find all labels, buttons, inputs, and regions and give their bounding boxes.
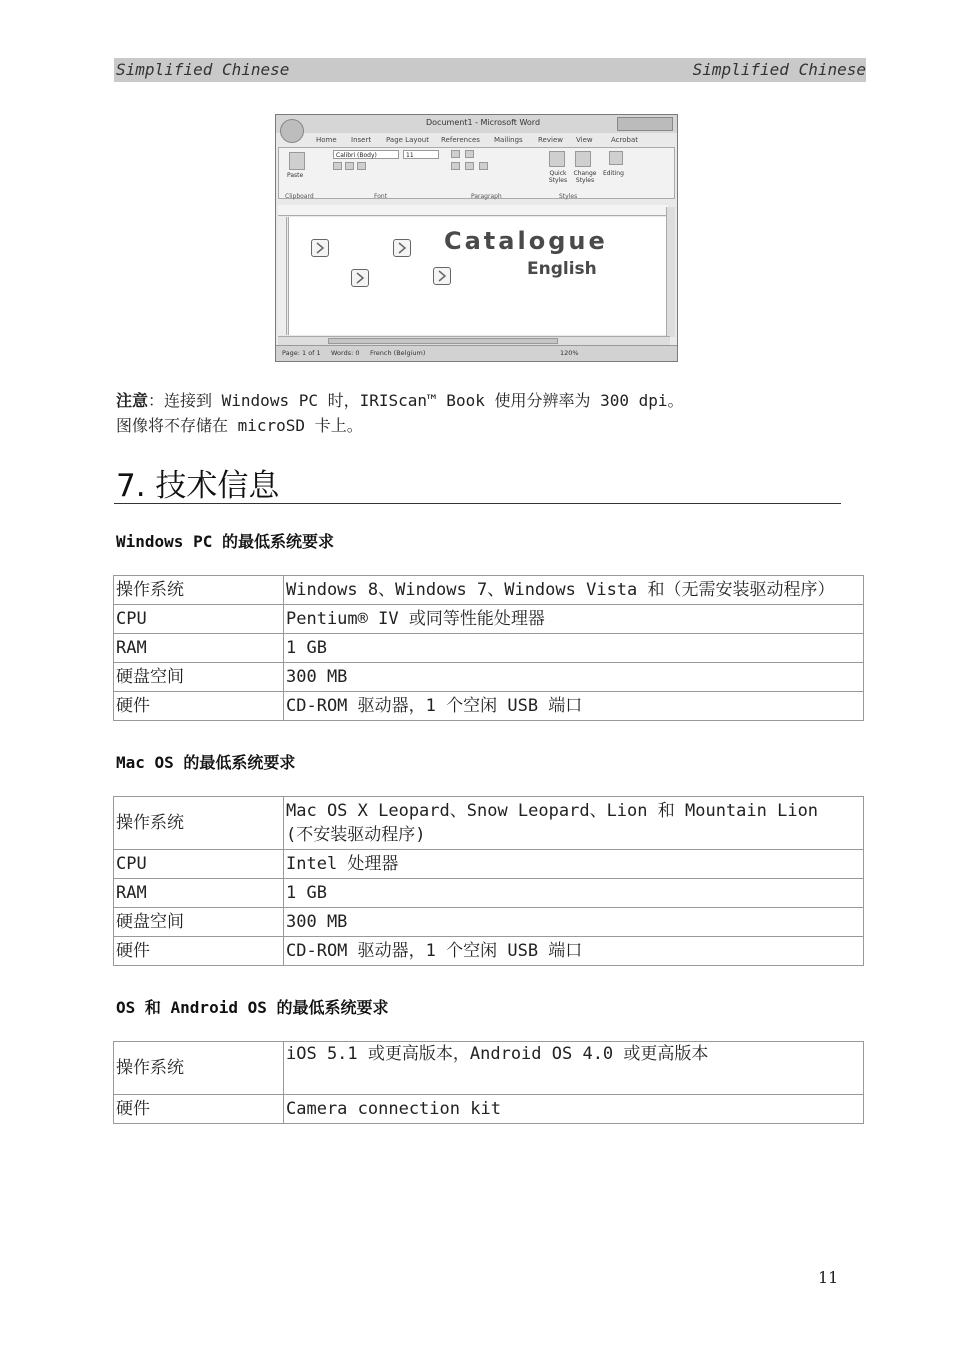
tab-mailings: Mailings — [494, 136, 523, 144]
header-left: Simplified Chinese — [116, 60, 290, 79]
row-value: iOS 5.1 或更高版本，Android OS 4.0 或更高版本 — [284, 1042, 864, 1095]
change-styles-label: Change Styles — [573, 170, 597, 184]
align-left-icon — [451, 162, 460, 170]
chevron-right-icon — [351, 269, 369, 287]
row-value — [284, 797, 864, 850]
bullets-icon — [451, 150, 460, 158]
row-key: 硬件 — [114, 1095, 284, 1124]
row-key: CPU — [114, 850, 284, 879]
table-row — [114, 576, 864, 605]
tab-view: View — [576, 136, 593, 144]
tab-home: Home — [316, 136, 337, 144]
editing-label: Editing — [603, 170, 624, 177]
change-styles-icon — [575, 151, 591, 167]
mac-heading: Mac OS 的最低系统要求 — [116, 753, 296, 772]
row-value: CD-ROM 驱动器，1 个空闲 USB 端口 — [284, 937, 864, 966]
table-row — [114, 937, 864, 966]
horizontal-scrollbar — [278, 336, 670, 345]
group-paragraph: Paragraph — [471, 193, 502, 200]
row-value: Windows 8、Windows 7、Windows Vista 和（无需安装驱动程序） — [284, 576, 864, 605]
row-key: 操作系统 — [114, 797, 284, 850]
tab-references: References — [441, 136, 480, 144]
table-row — [114, 605, 864, 634]
ribbon-tabs — [276, 135, 677, 147]
section-divider — [114, 503, 841, 504]
table-row — [114, 692, 864, 721]
ribbon — [278, 147, 675, 199]
document-subtitle: English — [527, 259, 597, 279]
note-label: 注意 — [116, 391, 149, 410]
status-page: Page: 1 of 1 — [282, 349, 321, 357]
table-row — [114, 1042, 864, 1095]
window-controls — [617, 117, 673, 131]
group-font: Font — [374, 193, 388, 200]
underline-icon — [357, 162, 366, 170]
row-value: CD-ROM 驱动器，1 个空闲 USB 端口 — [284, 692, 864, 721]
scroll-thumb — [328, 338, 558, 344]
italic-icon — [345, 162, 354, 170]
chevron-right-icon — [393, 239, 411, 257]
table-row — [114, 634, 864, 663]
tab-review: Review — [538, 136, 563, 144]
status-language: French (Belgium) — [370, 349, 426, 357]
row-key: 硬盘空间 — [114, 663, 284, 692]
window-title-bar — [276, 115, 677, 133]
status-zoom: 120% — [560, 349, 579, 357]
numbering-icon — [465, 150, 474, 158]
table-row — [114, 879, 864, 908]
tab-page-layout: Page Layout — [386, 136, 429, 144]
paste-label: Paste — [287, 172, 304, 179]
row-value-line1: Mac OS X Leopard、Snow Leopard、Lion 和 Mountain Lion — [286, 801, 819, 821]
row-key: 操作系统 — [114, 1042, 284, 1095]
windows-heading: Windows PC 的最低系统要求 — [116, 532, 334, 551]
status-words: Words: 0 — [331, 349, 360, 357]
table-row — [114, 1095, 864, 1124]
row-value: 300 MB — [284, 663, 864, 692]
vertical-ruler — [278, 217, 287, 335]
word-screenshot — [275, 114, 678, 362]
row-value: 1 GB — [284, 634, 864, 663]
table-row — [114, 663, 864, 692]
window-title: Document1 - Microsoft Word — [426, 118, 541, 127]
tab-acrobat: Acrobat — [611, 136, 638, 144]
table-row — [114, 908, 864, 937]
vertical-scrollbar — [666, 207, 675, 337]
row-value-line2: (不安装驱动程序) — [286, 825, 426, 845]
bold-icon — [333, 162, 342, 170]
row-value: Camera connection kit — [284, 1095, 864, 1124]
group-styles: Styles — [559, 193, 578, 200]
font-size-box: 11 — [403, 150, 439, 159]
chevron-right-icon — [311, 239, 329, 257]
row-key: RAM — [114, 879, 284, 908]
table-row — [114, 797, 864, 850]
tab-insert: Insert — [351, 136, 372, 144]
binoculars-icon — [609, 151, 623, 165]
font-name-box: Calibri (Body) — [333, 150, 399, 159]
table-row — [114, 850, 864, 879]
document-title: Catalogue — [444, 227, 608, 255]
row-key: 操作系统 — [114, 576, 284, 605]
row-value: 300 MB — [284, 908, 864, 937]
mobile-heading: OS 和 Android OS 的最低系统要求 — [116, 998, 389, 1017]
row-value: Pentium® IV 或同等性能处理器 — [284, 605, 864, 634]
quick-styles-label: Quick Styles — [548, 170, 568, 184]
row-value: Intel 处理器 — [284, 850, 864, 879]
page-header — [114, 58, 866, 82]
row-key: 硬盘空间 — [114, 908, 284, 937]
row-key: CPU — [114, 605, 284, 634]
row-value: 1 GB — [284, 879, 864, 908]
chevron-right-icon — [433, 267, 451, 285]
quick-styles-icon — [549, 151, 565, 167]
windows-requirements-table — [113, 575, 864, 721]
align-center-icon — [465, 162, 474, 170]
row-key: RAM — [114, 634, 284, 663]
header-right: Simplified Chinese — [692, 60, 866, 79]
status-bar — [276, 345, 677, 361]
note-paragraph — [116, 388, 696, 438]
horizontal-ruler — [278, 205, 668, 216]
row-key: 硬件 — [114, 692, 284, 721]
page-number: 11 — [818, 1268, 839, 1287]
document-page — [288, 217, 671, 335]
paste-icon — [289, 152, 305, 170]
note-text: ：连接到 Windows PC 时，IRIScan™ Book 使用分辨率为 300 dpi。图像将不存储在 microSD 卡上。 — [116, 391, 684, 435]
row-key: 硬件 — [114, 937, 284, 966]
section-title: 7. 技术信息 — [116, 468, 280, 504]
mac-requirements-table — [113, 796, 864, 966]
mobile-requirements-table — [113, 1041, 864, 1124]
group-clipboard: Clipboard — [285, 193, 314, 200]
align-right-icon — [479, 162, 488, 170]
